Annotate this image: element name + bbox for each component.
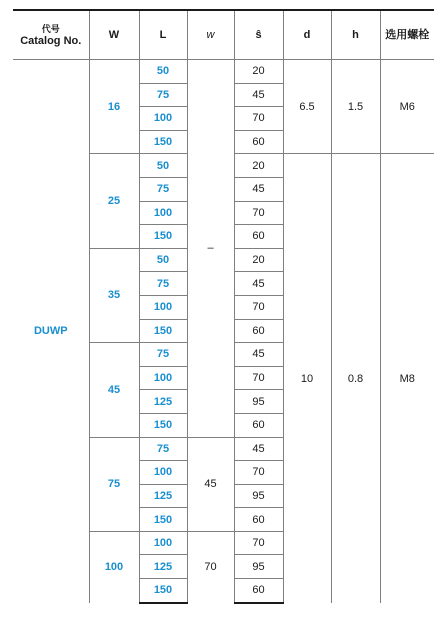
catalog-cell: DUWP: [13, 60, 89, 603]
s-cell: 95: [234, 390, 283, 414]
l-cell: 50: [139, 60, 187, 84]
l-cell: 50: [139, 248, 187, 272]
h-cell: 1.5: [331, 60, 380, 154]
l-cell: 150: [139, 130, 187, 154]
header-row: [13, 10, 434, 60]
header-catalog-no: [13, 10, 89, 60]
w-cell: 16: [89, 60, 139, 154]
l-cell: 150: [139, 579, 187, 603]
l-cell: 150: [139, 225, 187, 249]
l-cell: 100: [139, 295, 187, 319]
w2-cell: 45: [187, 437, 234, 531]
s-cell: 70: [234, 107, 283, 131]
s-cell: 45: [234, 272, 283, 296]
l-cell: 100: [139, 201, 187, 225]
s-cell: 60: [234, 225, 283, 249]
s-cell: 20: [234, 154, 283, 178]
l-cell: 150: [139, 319, 187, 343]
s-cell: 70: [234, 531, 283, 555]
l-cell: 100: [139, 366, 187, 390]
l-cell: 75: [139, 177, 187, 201]
w-cell: 25: [89, 154, 139, 248]
d-cell: 6.5: [283, 60, 331, 154]
s-cell: 60: [234, 319, 283, 343]
specification-table: [13, 9, 434, 604]
l-cell: 150: [139, 508, 187, 532]
w-cell: 75: [89, 437, 139, 531]
header-s: ŝ: [234, 10, 283, 60]
l-cell: 125: [139, 484, 187, 508]
l-cell: 150: [139, 413, 187, 437]
header-h: h: [331, 10, 380, 60]
header-screw: 选用螺栓: [380, 10, 434, 60]
s-cell: 95: [234, 555, 283, 579]
l-cell: 50: [139, 154, 187, 178]
l-cell: 100: [139, 531, 187, 555]
w-cell: 100: [89, 531, 139, 602]
s-cell: 60: [234, 508, 283, 532]
screw-cell: M8: [380, 154, 434, 603]
l-cell: 125: [139, 555, 187, 579]
s-cell: 70: [234, 295, 283, 319]
l-cell: 100: [139, 107, 187, 131]
s-cell: 45: [234, 83, 283, 107]
l-cell: 75: [139, 83, 187, 107]
s-cell: 20: [234, 248, 283, 272]
w-cell: 45: [89, 343, 139, 437]
s-cell: 95: [234, 484, 283, 508]
header-w2: w: [187, 10, 234, 60]
h-cell: 0.8: [331, 154, 380, 603]
w2-cell: –: [187, 60, 234, 438]
header-w: W: [89, 10, 139, 60]
l-cell: 75: [139, 343, 187, 367]
header-catalog-zh: 代号: [41, 24, 60, 34]
d-cell: 10: [283, 154, 331, 603]
w-cell: 35: [89, 248, 139, 342]
table-row: [13, 60, 434, 84]
s-cell: 45: [234, 177, 283, 201]
s-cell: 60: [234, 579, 283, 603]
s-cell: 60: [234, 413, 283, 437]
s-cell: 70: [234, 201, 283, 225]
l-cell: 75: [139, 437, 187, 461]
header-d: d: [283, 10, 331, 60]
l-cell: 100: [139, 461, 187, 485]
spec-table-container: [13, 9, 434, 604]
s-cell: 45: [234, 343, 283, 367]
w2-cell: 70: [187, 531, 234, 602]
screw-cell: M6: [380, 60, 434, 154]
s-cell: 70: [234, 461, 283, 485]
s-cell: 45: [234, 437, 283, 461]
s-cell: 60: [234, 130, 283, 154]
l-cell: 125: [139, 390, 187, 414]
header-catalog-en: Catalog No.: [20, 35, 82, 47]
header-l: L: [139, 10, 187, 60]
s-cell: 70: [234, 366, 283, 390]
l-cell: 75: [139, 272, 187, 296]
s-cell: 20: [234, 60, 283, 84]
